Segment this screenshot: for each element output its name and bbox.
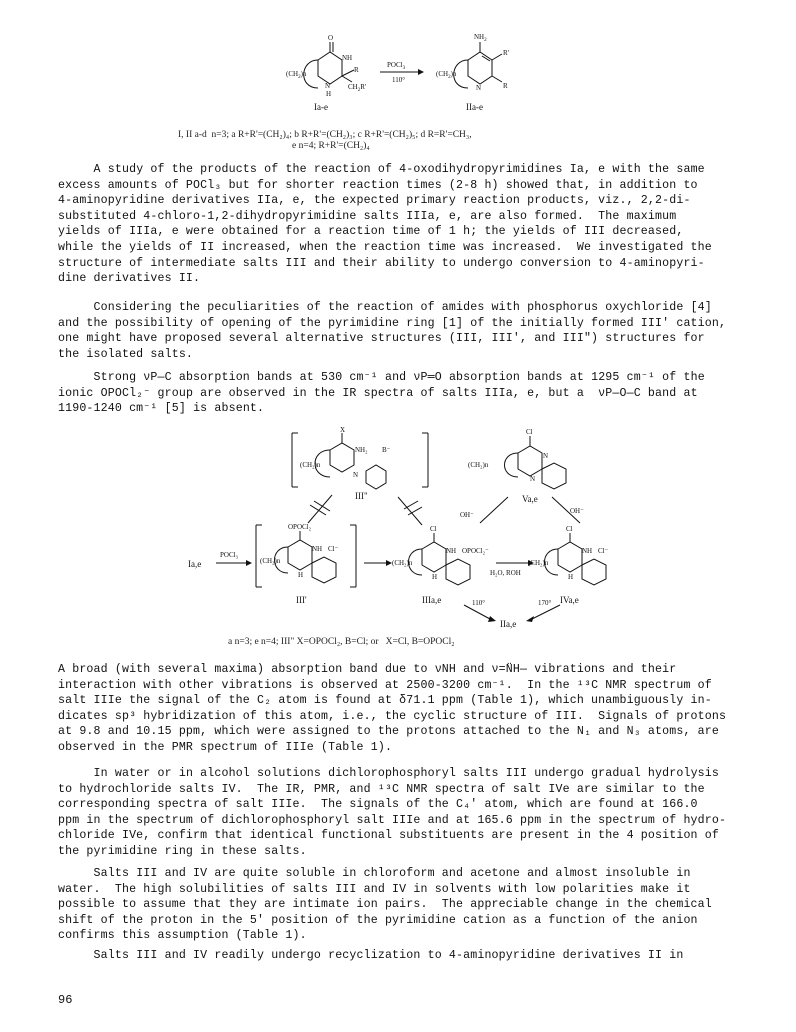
paragraph-2: Considering the peculiarities of the reaction of amides with phosphorus oxychloride [4] and the possibility of opening of the pyrimidine ring [1] of the initially formed III' cation, one might have proposed several alternative structures (III, III', and III") structures for the isolated salts. <box>58 301 727 361</box>
atom-r: R <box>354 66 359 74</box>
ring-ch2n-iva: (CH₂)n <box>528 559 549 567</box>
paragraph-7: Salts III and IV readily undergo recyclization to 4-aminopyridine derivatives II in <box>58 949 684 962</box>
label-iii-dprime: III" <box>355 491 368 501</box>
atom-opocl2: OPOCl₂ <box>288 523 312 531</box>
atom-n-iii-dprime: N <box>353 471 359 479</box>
atom-nh2: $NH_2$ <box>474 33 487 43</box>
reagent-pocl3: POCl$_3$ <box>387 61 406 71</box>
atom-h: H <box>326 90 332 98</box>
atom-x: X <box>340 426 346 434</box>
reaction-arrow-1 <box>380 61 424 84</box>
atom-cl-minus-iii-prime: Cl⁻ <box>328 545 339 553</box>
reaction-scheme-2 <box>160 425 640 630</box>
atom-o: O <box>328 34 334 42</box>
scheme1-caption-line2: e n=4; R+R'=(CH₂)₄ <box>292 141 370 151</box>
label-iii-prime: III' <box>296 595 307 605</box>
reagent-pocl3-2: POCl₃ <box>220 551 239 559</box>
scheme2-caption: a n=3; e n=4; III" X=OPOCl₂, B=Cl; or X=Cl, B=OPOCl₂ <box>228 637 455 647</box>
reaction-scheme-1 <box>270 30 530 120</box>
atom-nh2-iii-dprime: NH₂ <box>355 446 368 454</box>
atom-nh: NH <box>342 54 353 62</box>
atom-n: N <box>325 82 331 90</box>
structure-iii-dprime <box>292 426 428 501</box>
paragraph-3: Strong νP—C absorption bands at 530 cm⁻¹ and νP═O absorption bands at 1295 cm⁻¹ of the ionic OPOCl₂⁻ group are observed in the IR spectra of salts IIIa, e, but a νP—O—C band at 1190-1240 cm⁻¹ [5] is absent. <box>58 371 705 416</box>
atom-n-va-bottom: N <box>530 475 536 483</box>
paragraph-6: Salts III and IV are quite soluble in chloroform and acetone and almost insoluble in water. The high solubilities of salts III and IV in solvents with low polarities make it possible to assume that they are intimate ion pairs. The appreciable change in the chemical shift of the proton in the 5' position of the pyrimidine cation as a function of the anion confirms this assumption (Table 1). <box>58 867 712 943</box>
ring-ch2n-right: $(CH_2)n$ <box>436 70 457 80</box>
atom-n-va-top: N <box>543 452 549 460</box>
atom-opocl2-minus: OPOCl₂⁻ <box>462 547 489 555</box>
atom-h-iiia: H <box>432 573 438 581</box>
paragraph-1: A study of the products of the reaction of 4-oxodihydropyrimidines Ia, e with the same excess amounts of POCl₃ but for shorter reaction times (2-8 h) showed that, in addition to 4-aminopyridine derivatives IIa, e, the expected primary reaction products, viz., 2,2-di- substituted 4-chloro-1,2-dihydropyrimidine salts IIIa, e, are also formed. The maximum yields of IIIa, e were obtained for a reaction time of 1 h; the yields of III decreased, while the yields of II increased, when the reaction time was increased. We investigated the structure of intermediate salts III and their ability to undergo conversion to 4-aminopyri- dine derivatives II. <box>58 163 712 286</box>
atom-h-iva: H <box>568 573 574 581</box>
ring-ch2n-va: (CH₂)n <box>468 461 489 469</box>
ring-ch2n: $(CH_2)n$ <box>286 70 307 80</box>
atom-ch2r: $CH_2R'$ <box>348 83 367 93</box>
atom-nh-plus-iva: NH <box>582 547 593 555</box>
paragraph-4: A broad (with several maxima) absorption band due to νNH and ν=N̈H— vibrations and their interaction with other vibrations is observed at 2500-3200 cm⁻¹. In the ¹³C NMR spectrum of salt IIIe the signal of the C₂ atom is found at δ71.1 ppm (Table 1), which unambiguously in- dicates sp³ hybridization of this atom, i.e., the cyclic structure of III. Signals of protons at 9.8 and 10.15 ppm, which were assigned to the protons attached to the N₁ and N₃ atoms, are observed in the PMR spectrum of IIIe (Table 1). <box>58 663 727 754</box>
atom-cl-iva: Cl <box>566 525 573 533</box>
atom-h-iii-prime: H <box>298 571 304 579</box>
structure-iii-prime <box>256 523 356 605</box>
paragraph-5: In water or in alcohol solutions dichlorophosphoryl salts III undergo gradual hydrolysis to hydrochloride salts IV. The IR, PMR, and ¹³C NMR spectra of salt IVe are similar to the corresponding spectra of salt IIIe. The signals of the C₄' atom, which are found at 166.0 ppm in the spectrum of dichlorophosphoryl salt IIIe and at 165.6 ppm in the spectrum of hydro- chloride IVe, confirm that identical functional substituents are present in the 4 position of the pyrimidine ring in these salts. <box>58 767 727 858</box>
temperature-label: 110° <box>392 76 406 84</box>
ring-ch2n-iii-dprime: (CH₂)n <box>300 461 321 469</box>
structure-iia-e <box>436 33 509 112</box>
structure-iiia-e <box>392 525 489 605</box>
structure-va-e <box>468 428 566 504</box>
label-oh-left: OH⁻ <box>460 511 474 519</box>
label-temp-110: 110° <box>472 599 486 607</box>
label-va-e: Va,e <box>522 494 538 504</box>
label-iia-e: IIa-e <box>466 102 483 112</box>
reagent-h2o-roh: H₂O, ROH <box>490 569 521 577</box>
atom-nh-plus-iiia: NH <box>446 547 457 555</box>
scheme1-caption-line1: I, II a-d n=3; a R+R'=(CH₂)₄; b R+R'=(CH₂)₃; c R+R'=(CH₂)₅; d R=R'=CH₃, <box>178 130 472 140</box>
structure-ia-e <box>286 34 366 112</box>
page-number: 96 <box>58 993 73 1007</box>
label-iiia-e: IIIa,e <box>422 595 442 605</box>
ring-ch2n-iiia: (CH₂)n <box>392 559 413 567</box>
label-temp-170: 170° <box>538 599 552 607</box>
atom-cl-iiia: Cl <box>430 525 437 533</box>
label-ia-e: Ia,e <box>188 559 202 569</box>
label-iva-e: IVa,e <box>560 595 579 605</box>
label-ia-e: Ia-e <box>314 102 328 112</box>
atom-nh-plus-iii-prime: NH <box>312 545 323 553</box>
label-iia-e-2: IIa,e <box>500 619 517 629</box>
atom-n-right: N <box>476 84 482 92</box>
ring-ch2n-iii-prime: (CH₂)n <box>260 557 281 565</box>
atom-r-prime: R' <box>503 49 509 57</box>
atom-cl-minus-iva: Cl⁻ <box>598 547 609 555</box>
start-material <box>188 551 252 569</box>
atom-b-minus: B⁻ <box>382 446 391 454</box>
structure-iva-e <box>528 525 609 605</box>
label-oh-right: OH⁻ <box>570 507 584 515</box>
atom-cl-va: Cl <box>526 428 533 436</box>
atom-r-right: R <box>503 82 508 90</box>
